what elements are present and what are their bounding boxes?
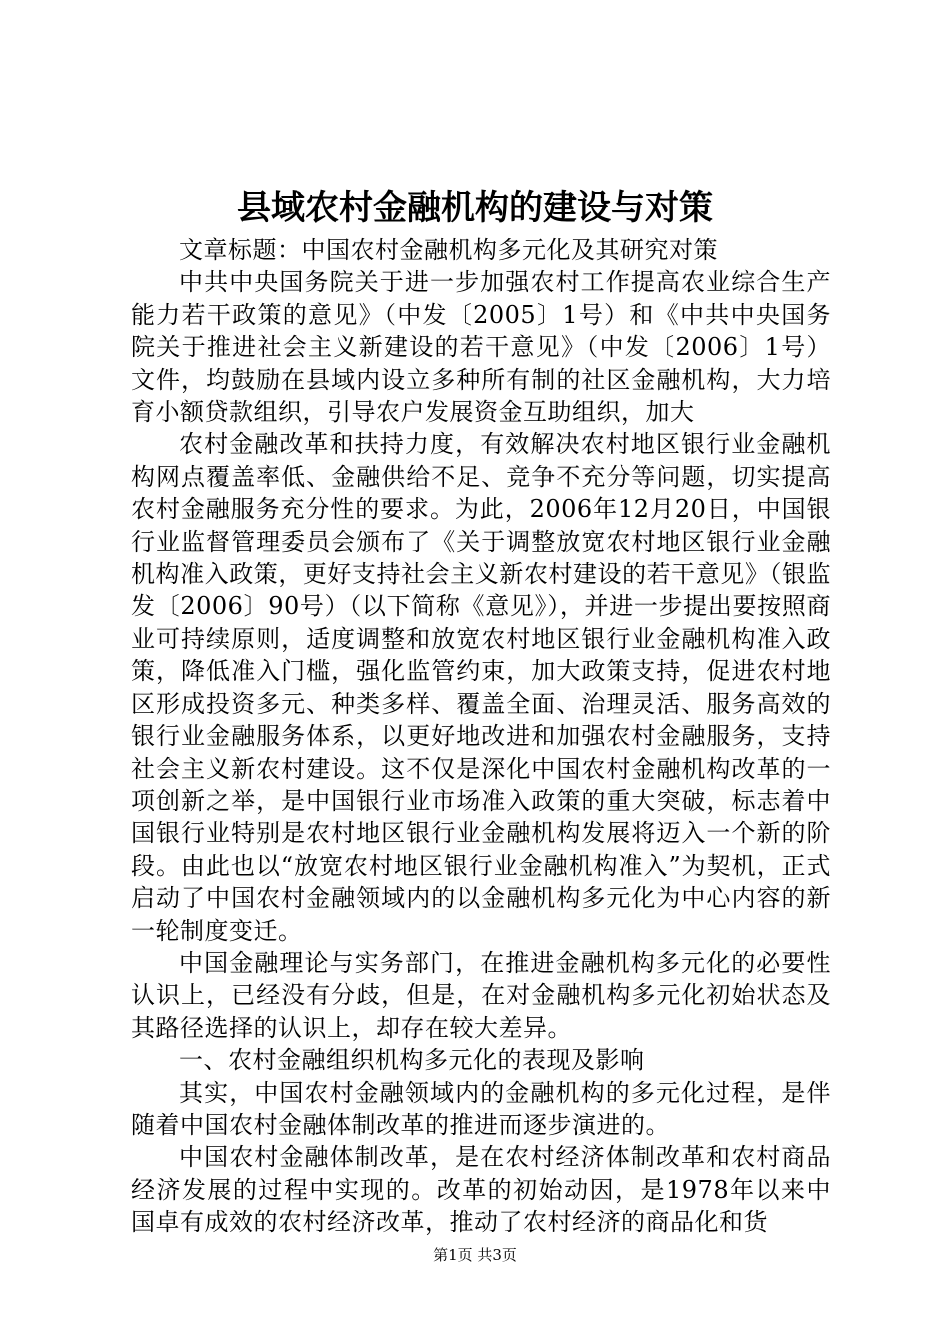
section-heading: 一、农村金融组织机构多元化的表现及影响 bbox=[179, 1046, 645, 1075]
document-body bbox=[131, 234, 831, 1239]
document-title: 县域农村金融机构的建设与对策 bbox=[237, 188, 713, 228]
paragraph: 中国金融理论与实务部门，在推进金融机构多元化的必要性认识上，已经没有分歧，但是，在对金融机构多元化初始状态及其路径选择的认识上，却存在较大差异。 bbox=[131, 948, 831, 1042]
paragraph: 中共中央国务院关于进一步加强农村工作提高农业综合生产能力若干政策的意见》（中发〔2005〕1号）和《中共中央国务院关于推进社会主义新建设的若干意见》（中发〔2006〕1号）文件，均鼓励在县域内设立多种所有制的社区金融机构，大力培育小额贷款组织，引导农户发展资金互助组织，加大 bbox=[131, 268, 831, 427]
paragraph: 农村金融改革和扶持力度，有效解决农村地区银行业金融机构网点覆盖率低、金融供给不足、竞争不充分等问题，切实提高农村金融服务充分性的要求。为此，2006年12月20日，中国银行业监督管理委员会颁布了《关于调整放宽农村地区银行业金融机构准入政策，更好支持社会主义新农村建设的若干意见》（银监发〔2006〕90号）（以下简称《意见》），并进一步提出要按照商业可持续原则，适度调整和放宽农村地区银行业金融机构准入政策，降低准入门槛，强化监管约束，加大政策支持，促进农村地区形成投资多元、种类多样、覆盖全面、治理灵活、服务高效的银行业金融服务体系，以更好地改进和加强农村金融服务，支持社会主义新农村建设。这不仅是深化中国农村金融机构改革的一项创新之举，是中国银行业市场准入政策的重大突破，标志着中国银行业特别是农村地区银行业金融机构发展将迈入一个新的阶段。由此也以“放宽农村地区银行业金融机构准入”为契机，正式启动了中国农村金融领域内的以金融机构多元化为中心内容的新一轮制度变迁。 bbox=[131, 430, 831, 945]
paragraph-article-heading: 文章标题：中国农村金融机构多元化及其研究对策 bbox=[179, 236, 718, 264]
page-number-footer: 第1页 共3页 bbox=[433, 1246, 517, 1264]
paragraph: 其实，中国农村金融领域内的金融机构的多元化过程，是伴随着中国农村金融体制改革的推进而逐步演进的。 bbox=[131, 1078, 831, 1139]
paragraph: 中国农村金融体制改革，是在农村经济体制改革和农村商品经济发展的过程中实现的。改革的初始动因，是1978年以来中国卓有成效的农村经济改革，推动了农村经济的商品化和货 bbox=[131, 1143, 831, 1237]
